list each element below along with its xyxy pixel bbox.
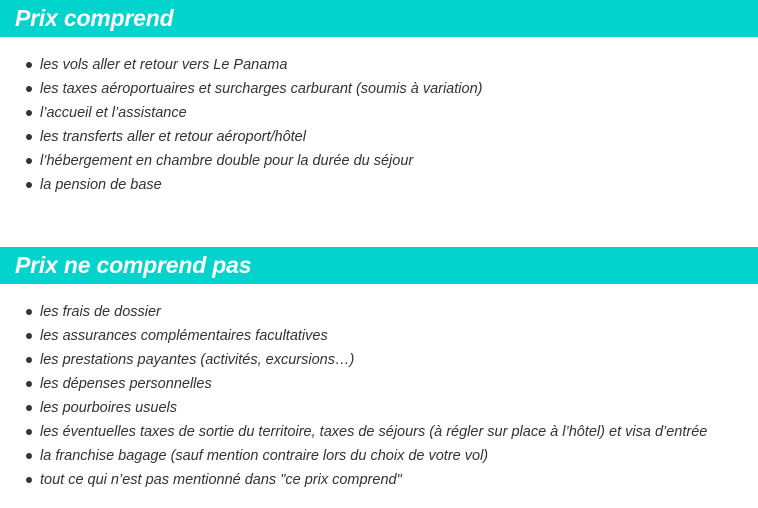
list-item [0, 173, 758, 197]
bullet-icon [26, 333, 32, 339]
price-includes-header [0, 0, 758, 37]
bullet-icon [26, 110, 32, 116]
bullet-icon [26, 357, 32, 363]
list-item-text: les éventuelles taxes de sortie du territoire, taxes de séjours (à régler sur place à l’hôtel) et visa d’entrée [40, 424, 708, 440]
list-item [0, 372, 758, 396]
price-excludes-list [0, 300, 758, 492]
price-includes-list [0, 53, 758, 197]
bullet-icon [26, 86, 32, 92]
bullet-icon [26, 309, 32, 315]
bullet-icon [26, 453, 32, 459]
list-item-text: la pension de base [40, 177, 162, 193]
bullet-icon [26, 405, 32, 411]
bullet-icon [26, 134, 32, 140]
list-item [0, 125, 758, 149]
list-item [0, 53, 758, 77]
bullet-icon [26, 158, 32, 164]
list-item [0, 468, 758, 492]
bullet-icon [26, 381, 32, 387]
list-item [0, 300, 758, 324]
list-item [0, 444, 758, 468]
list-item-text: tout ce qui n’est pas mentionné dans "ce prix comprend" [40, 472, 402, 488]
list-item [0, 77, 758, 101]
list-item-text: les vols aller et retour vers Le Panama [40, 57, 288, 73]
list-item-text: l’hébergement en chambre double pour la durée du séjour [40, 153, 414, 169]
list-item-text: les taxes aéroportuaires et surcharges carburant (soumis à variation) [40, 81, 483, 97]
bullet-icon [26, 477, 32, 483]
price-includes-section [0, 0, 758, 193]
list-item-text: les prestations payantes (activités, excursions…) [40, 352, 355, 368]
list-item [0, 149, 758, 173]
list-item [0, 396, 758, 420]
price-excludes-header [0, 247, 758, 284]
list-item [0, 324, 758, 348]
list-item-text: l’accueil et l’assistance [40, 105, 187, 121]
price-excludes-section [0, 247, 758, 488]
price-excludes-title: Prix ne comprend pas [15, 252, 252, 278]
list-item-text: les assurances complémentaires facultatives [40, 328, 328, 344]
bullet-icon [26, 429, 32, 435]
bullet-icon [26, 62, 32, 68]
list-item-text: les pourboires usuels [40, 400, 178, 416]
list-item [0, 348, 758, 372]
list-item-text: les frais de dossier [40, 304, 161, 320]
price-includes-title: Prix comprend [15, 5, 174, 31]
bullet-icon [26, 182, 32, 188]
list-item-text: les transferts aller et retour aéroport/hôtel [40, 129, 306, 145]
list-item-text: les dépenses personnelles [40, 376, 212, 392]
list-item [0, 101, 758, 125]
list-item [0, 420, 758, 444]
list-item-text: la franchise bagage (sauf mention contraire lors du choix de votre vol) [40, 448, 489, 464]
